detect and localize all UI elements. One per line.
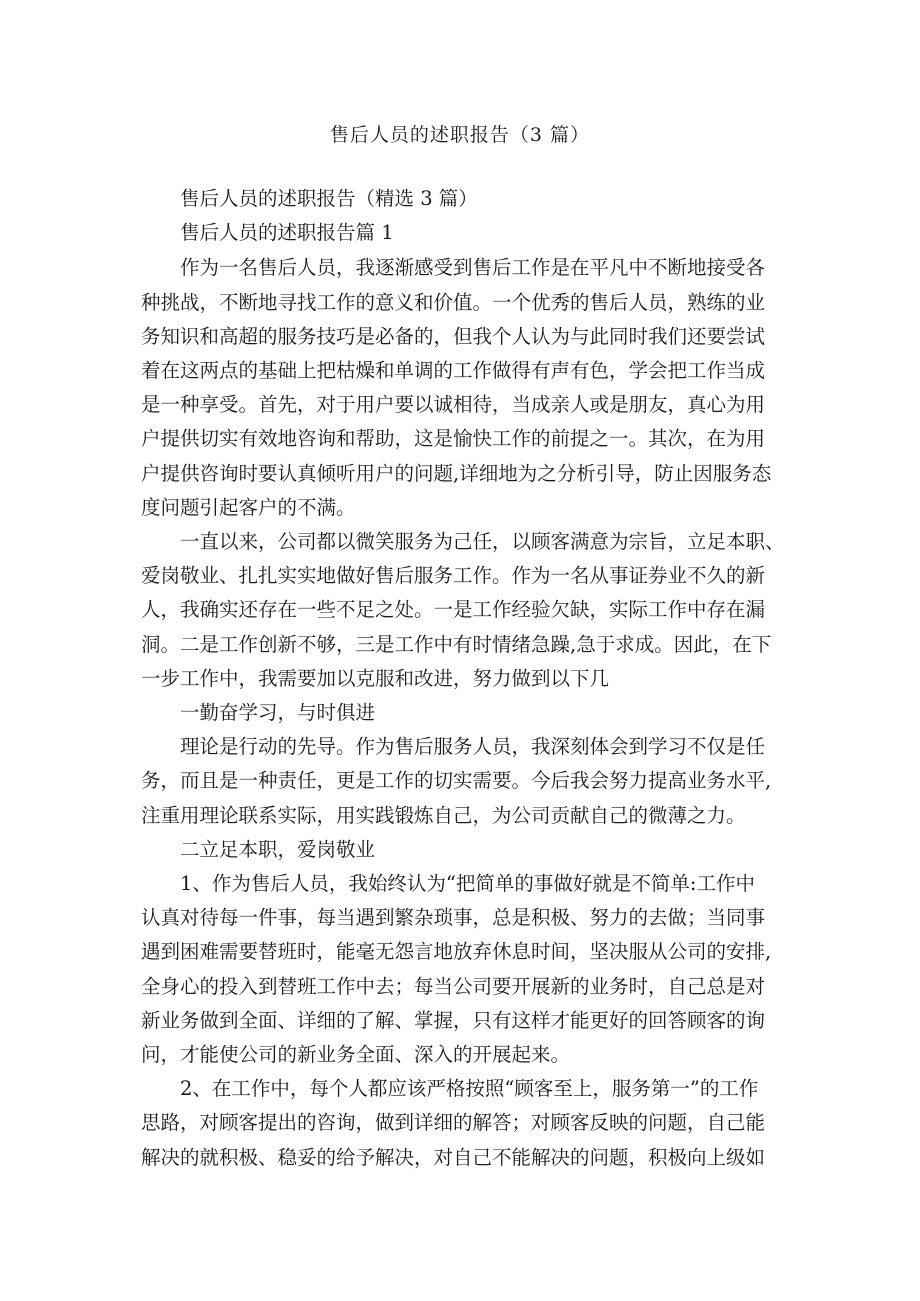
paragraph-line: 着在这两点的基础上把枯燥和单调的工作做得有声有色，学会把工作当成: [141, 359, 766, 382]
paragraph-line: 度问题引起客户的不满。: [141, 496, 356, 519]
paragraph-line: 问，才能使公司的新业务全面、深入的开展起来。: [141, 1043, 571, 1066]
paragraph-line: 作为一名售后人员，我逐渐感受到售后工作是在平凡中不断地接受各: [180, 256, 766, 279]
subtitle-line: 售后人员的述职报告（精选 3 篇）: [180, 187, 478, 210]
paragraph-line: 人，我确实还存在一些不足之处。一是工作经验欠缺，实际工作中存在漏: [141, 598, 766, 621]
paragraph-line: 注重用理论联系实际，用实践锻炼自己，为公司贡献自己的微薄之力。: [141, 804, 746, 827]
paragraph-line: 务，而且是一种责任，更是工作的切实需要。今后我会努力提高业务水平,: [141, 769, 772, 792]
paragraph-line: 1、作为售后人员，我始终认为“把简单的事做好就是不简单:工作中: [180, 872, 755, 895]
paragraph-line: 解决的就积极、稳妥的给予解决，对自己不能解决的问题，积极向上级如: [141, 1146, 766, 1169]
paragraph-line: 2、在工作中，每个人都应该严格按照“顾客至上，服务第一”的工作: [180, 1077, 759, 1100]
paragraph-line: 遇到困难需要替班时，能毫无怨言地放弃休息时间，坚决服从公司的安排,: [141, 940, 772, 963]
subsection-heading: 二立足本职，爱岗敬业: [180, 838, 376, 861]
paragraph-line: 一步工作中，我需要加以克服和改进，努力做到以下几: [141, 667, 610, 690]
paragraph-line: 理论是行动的先导。作为售后服务人员，我深刻体会到学习不仅是任: [180, 735, 766, 758]
paragraph-line: 户提供切实有效地咨询和帮助，这是愉快工作的前提之一。其次，在为用: [141, 427, 766, 450]
paragraph-line: 户提供咨询时要认真倾听用户的问题,详细地为之分析引导，防止因服务态: [141, 462, 772, 485]
paragraph-line: 思路，对顾客提出的咨询，做到详细的解答；对顾客反映的问题，自己能: [141, 1111, 766, 1134]
paragraph-line: 新业务做到全面、详细的了解、掌握，只有这样才能更好的回答顾客的询: [141, 1009, 766, 1032]
paragraph-line: 一直以来，公司都以微笑服务为己任，以顾客满意为宗旨，立足本职、: [180, 530, 785, 553]
paragraph-line: 认真对待每一件事，每当遇到繁杂琐事，总是积极、努力的去做；当同事: [141, 906, 766, 929]
paragraph-line: 洞。二是工作创新不够，三是工作中有时情绪急躁,急于求成。因此，在下: [141, 633, 772, 656]
paragraph-line: 种挑战，不断地寻找工作的意义和价值。一个优秀的售后人员，熟练的业: [141, 291, 766, 314]
paragraph-line: 全身心的投入到替班工作中去；每当公司要开展新的业务时，自己总是对: [141, 975, 766, 998]
subsection-heading: 一勤奋学习，与时俱进: [180, 701, 376, 724]
section-heading: 售后人员的述职报告篇 1: [180, 221, 394, 244]
document-title: 售后人员的述职报告（3 篇）: [329, 124, 591, 146]
paragraph-line: 是一种享受。首先，对于用户要以诚相待，当成亲人或是朋友，真心为用: [141, 393, 766, 416]
paragraph-line: 爱岗敬业、扎扎实实地做好售后服务工作。作为一名从事证券业不久的新: [141, 564, 766, 587]
paragraph-line: 务知识和高超的服务技巧是必备的，但我个人认为与此同时我们还要尝试: [141, 325, 766, 348]
